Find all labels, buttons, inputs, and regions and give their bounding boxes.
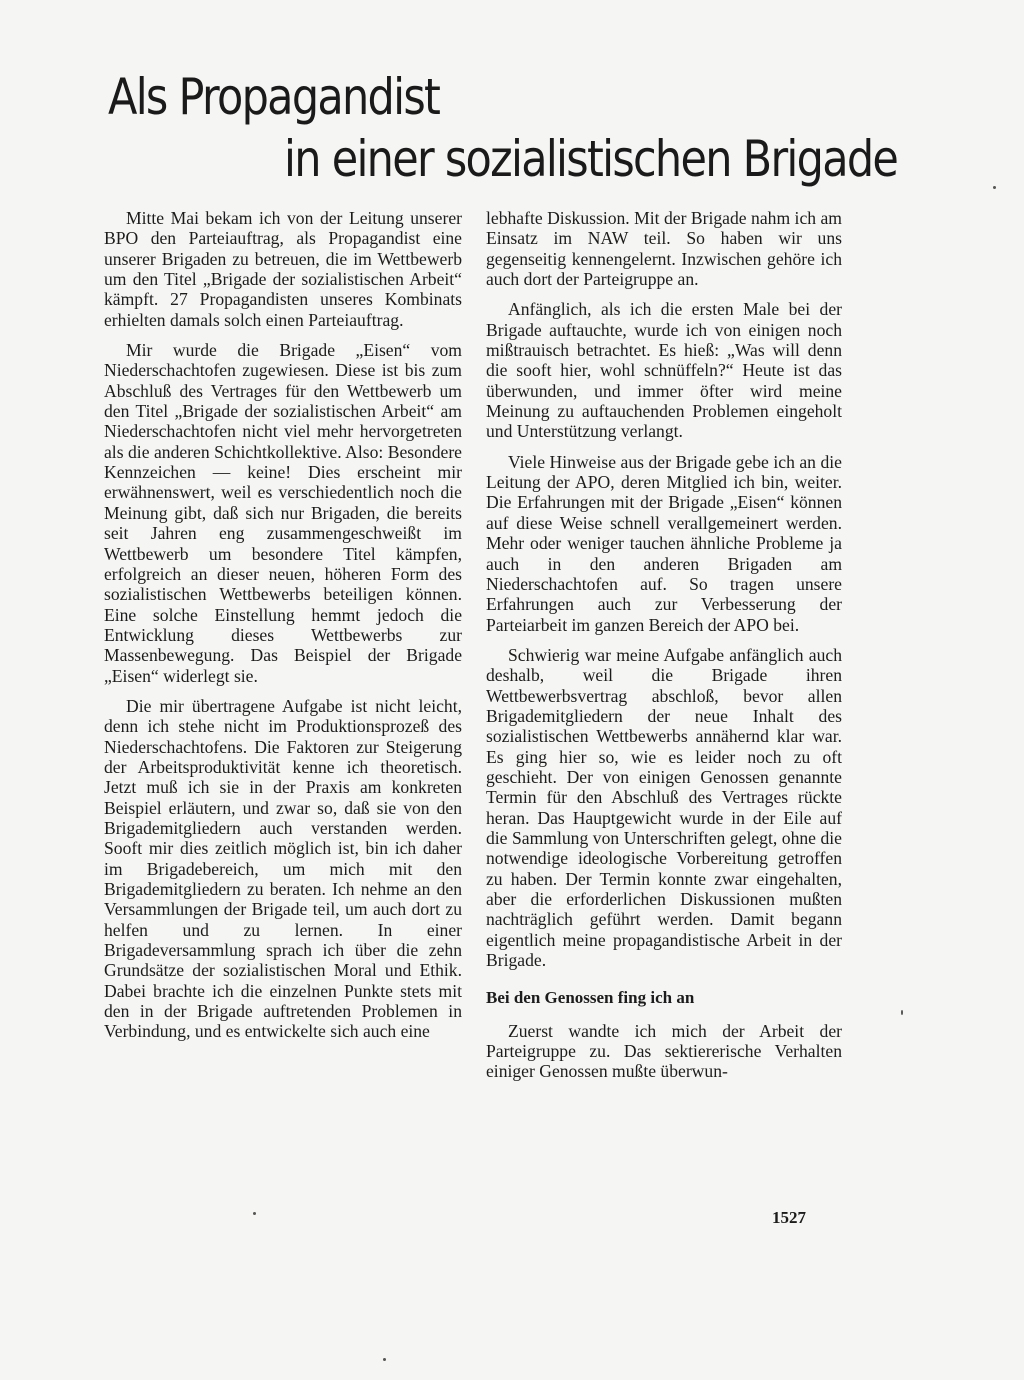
page-number: 1527 [772, 1208, 806, 1227]
paragraph: Mitte Mai bekam ich von der Leitung unserer BPO den Parteiauftrag, als Propagandist eine unserer Brigaden zu betreuen, die im Wettbewerb um den Titel „Brigade der sozialistischen Arbeit“ kämpft. 27 Propagandisten unseres Kombinats erhielten damals solch einen Parteiauftrag. [104, 208, 462, 330]
article-title-line-1: Als Propagandist [108, 68, 440, 126]
print-speck [993, 186, 996, 189]
paragraph: Viele Hinweise aus der Brigade gebe ich an die Leitung der APO, deren Mitglied ich bin, weiter. Die Erfahrungen mit der Brigade „Eisen“ können auf diese Weise schnell verallgemeinert werden. Mehr oder weniger tauchen ähnliche Probleme ja auch in den anderen Brigaden am Niederschachtofen auf. So tragen unsere Erfahrungen auch zur Verbesserung der Parteiarbeit im ganzen Bereich der APO bei. [486, 451, 842, 635]
article-title-line-2: in einer sozialistischen Brigade [284, 130, 898, 188]
print-speck [253, 1212, 256, 1215]
section-subheading: Bei den Genossen fing ich an [486, 988, 695, 1008]
paragraph: Anfänglich, als ich die ersten Male bei der Brigade auftauchte, wurde ich von einigen noch mißtrauisch betrachtet. Es hieß: „Was will denn die sooft hier, wohl schnüffeln?“ Heute ist das überwunden, und immer öfter wird meine Meinung zu auftauchenden Problemen eingeholt und Unterstützung verlangt. [486, 299, 842, 442]
paragraph: Mir wurde die Brigade „Eisen“ vom Niederschachtofen zugewiesen. Diese ist bis zum Abschluß des Vertrages für den Wettbewerb um den Titel „Brigade der sozialistischen Arbeit“ am Niederschachtofen nicht viel mehr hervorgetreten als die anderen Schichtkollektive. Also: Besondere Kennzeichen — keine! Dies erscheint mir erwähnenswert, weil es verschiedentlich noch die Meinung gibt, daß sich nur Brigaden, die bereits seit Jahren eng zusammengeschweißt im Wettbewerb um besondere Titel kämpfen, erfolgreich an dieser neuen, höheren Form des sozialistischen Wettbewerbs beteiligen können. Eine solche Einstellung hemmt jedoch die Entwicklung dieses Wettbewerbs zur Massenbewegung. Das Beispiel der Brigade „Eisen“ widerlegt sie. [104, 340, 462, 686]
paragraph: Zuerst wandte ich mich der Arbeit der Parteigruppe zu. Das sektiererische Verhalten einiger Genossen mußte überwun- [486, 1020, 842, 1082]
print-speck [383, 1358, 386, 1361]
right-column [486, 208, 842, 1092]
print-speck [901, 1010, 903, 1015]
paragraph: Schwierig war meine Aufgabe anfänglich auch deshalb, weil die Brigade ihren Wettbewerbsvertrag abschloß, bevor allen Brigademitgliedern der neue Inhalt des sozialistischen Wettbewerbs annähernd klar war. Es ging hier so, wie es leider noch zu oft geschieht. Der von einigen Genossen genannte Termin für den Abschluß des Vertrages rückte heran. Das Hauptgewicht wurde in der Eile auf die Sammlung von Unterschriften gelegt, ohne die notwendige ideologische Vorbereitung getroffen zu haben. Der Termin konnte zwar eingehalten, aber die erforderlichen Diskussionen mußten nachträglich geführt werden. Damit begann eigentlich meine propagandistische Arbeit in der Brigade. [486, 644, 842, 971]
left-column [104, 208, 462, 1052]
paragraph: Die mir übertragene Aufgabe ist nicht leicht, denn ich stehe nicht im Produktionsprozeß des Niederschachtofens. Die Faktoren zur Steigerung der Arbeitsproduktivität kenne ich theoretisch. Jetzt muß ich sie in der Praxis am konkreten Beispiel erläutern, und zwar so, daß sie von den Brigademitgliedern auch verstanden werden. Sooft mir dies zeitlich möglich ist, bin ich daher im Brigadebereich, um mich mit den Brigademitgliedern zu beraten. Ich nehme an den Versammlungen der Brigade teil, um auch dort zu helfen und zu lernen. In einer Brigadeversammlung sprach ich über die zehn Grundsätze der sozialistischen Moral und Ethik. Dabei brachte ich die einzelnen Punkte stets mit den in der Brigade auftretenden Problemen in Verbindung, und es entwickelte sich auch eine [104, 695, 462, 1042]
paragraph-continued: lebhafte Diskussion. Mit der Brigade nahm ich am Einsatz im NAW teil. So haben wir uns gegenseitig kennengelernt. Inzwischen gehöre ich auch dort der Parteigruppe an. [486, 208, 842, 290]
